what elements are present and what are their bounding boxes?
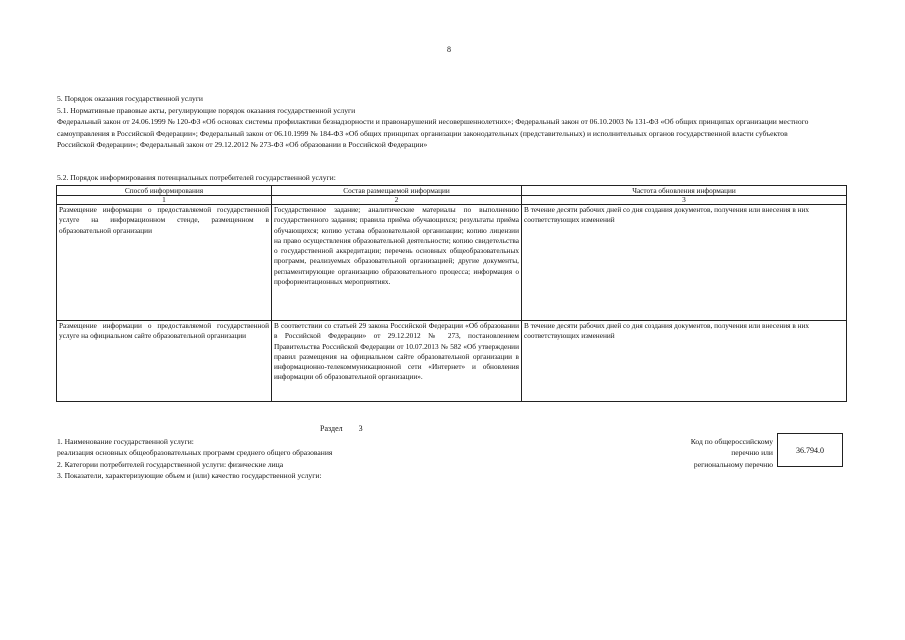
method-cell: Размещение информации о предоставляемой государственной услуге на информационном стенде, размещенном в образовательной организации: [57, 205, 272, 321]
section-5-1-heading: 5.1. Нормативные правовые акты, регулирующие порядок оказания государственной услуги: [57, 106, 356, 115]
column-header: Способ информирования: [57, 186, 272, 196]
code-label-line-2: перечню или: [731, 448, 773, 457]
content-cell: В соответствии со статьей 29 закона Российской Федерации «Об образовании в Российской Федерации» от 29.12.2012 № 273, постановлением Правительства Российской Федерации от 10.07.2013 № 582 «Об утверждении правил размещения на официальном сайте образовательной организации в информационно-телекоммуникационной сети «Интернет» и обновления информации об образовательной организации».: [272, 321, 522, 402]
table-row: [57, 321, 847, 402]
section-5-heading: 5. Порядок оказания государственной услуги: [57, 94, 203, 103]
column-header: Частота обновления информации: [522, 186, 847, 196]
legal-acts-text: Федеральный закон от 24.06.1999 № 120-ФЗ «Об основах системы профилактики безнадзорности и правонарушений несовершеннолетних»; Федеральный закон от 06.10.2003 № 131-ФЗ «Об общих принципах организации местного самоуправления в Российской Федерации»; Федеральный закон от 06.10.1999 № 184-ФЗ «Об общих принципах организации законодательных (представительных) и исполнительных органов государственной власти субъектов Российской Федерации»; Федеральный закон от 29.12.2012 № 273-ФЗ «Об образовании в Российской Федерации»: [57, 117, 809, 149]
column-number-row: [57, 196, 847, 205]
service-name-value: реализация основных общеобразовательных программ среднего общего образования: [57, 448, 333, 457]
page-number: 8: [447, 45, 451, 54]
service-name-label: 1. Наименование государственной услуги:: [57, 437, 194, 446]
registry-code-box: [777, 433, 843, 467]
frequency-cell: В течение десяти рабочих дней со дня создания документов, получения или внесения в них соответствующих изменений: [522, 321, 847, 402]
column-number: 3: [522, 196, 847, 205]
section-title: Раздел 3: [320, 424, 363, 433]
code-label-line-1: Код по общероссийскому: [690, 437, 773, 446]
content-cell: Государственное задание; аналитические материалы по выполнению государственного задания; правила приёма обучающихся; результаты приёма обучающихся; копию устава образовательной организации; копию лицензии на право осуществления образовательной деятельности; копию свидетельства о государственной аккредитации; перечень основных общеобразовательных программ, реализуемых образовательной организацией; другие документы, регламентирующие организацию образовательного процесса; информация о профориентационных мероприятиях.: [272, 205, 522, 321]
section-5-2-heading: 5.2. Порядок информирования потенциальных потребителей государственной услуги:: [57, 173, 336, 182]
consumer-category: 2. Категории потребителей государственной услуги: физические лица: [57, 460, 284, 469]
indicators-heading: 3. Показатели, характеризующие объем и (или) качество государственной услуги:: [57, 471, 322, 480]
column-header: Состав размещаемой информации: [272, 186, 522, 196]
information-table: [56, 185, 847, 402]
code-label-line-3: региональному перечню: [693, 460, 773, 469]
column-number: 1: [57, 196, 272, 205]
registry-code-value: 36.794.0: [796, 445, 824, 455]
column-number: 2: [272, 196, 522, 205]
table-header-row: [57, 186, 847, 196]
method-cell: Размещение информации о предоставляемой государственной услуге на официальном сайте образовательной организации: [57, 321, 272, 402]
frequency-cell: В течение десяти рабочих дней со дня создания документов, получения или внесения в них соответствующих изменений: [522, 205, 847, 321]
table-row: [57, 205, 847, 321]
